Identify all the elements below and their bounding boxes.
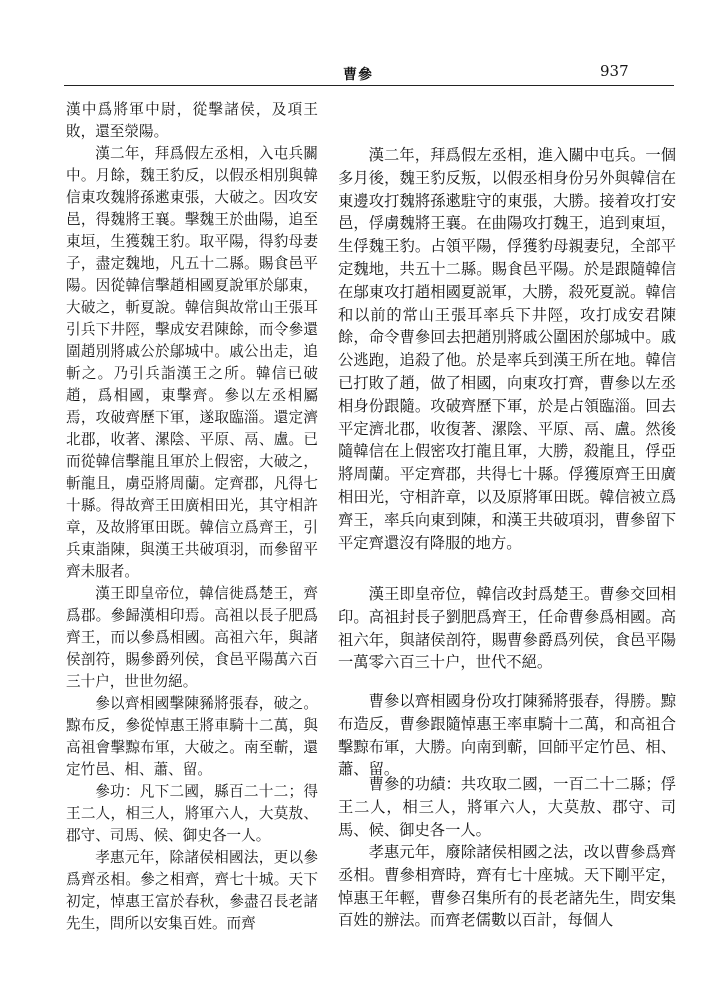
translation-paragraph-2: 漢王即皇帝位，韓信改封爲楚王。曹參交回相印。高祖封長子劉肥爲齊王，任命曹參爲相國。高祖六年，與諸侯剖符，賜曹參爵爲列侯，食邑平陽一萬零六百三十户，世代不絕。: [338, 585, 676, 672]
translation-paragraph-5: 孝惠元年，廢除諸侯相國之法，改以曹參爲齊丞相。曹參相齊時，齊有七十座城。天下剛平定，悼惠王年輕，曹參召集所有的長老諸先生，問安集百姓的辦法。而齊老儒數以百計，每個人: [338, 843, 676, 930]
original-paragraph: 孝惠元年，除諸侯相國法，更以參爲齊丞相。參之相齊，齊七十城。天下初定，悼惠王富於春秋，參盡召長老諸先生，問所以安集百姓。而齊: [66, 849, 318, 932]
translation-paragraph-3: 曹參以齊相國身份攻打陳豨將張春，得勝。黥布造反，曹參跟隨悼惠王率車騎十二萬，和高祖合擊黥布軍，大勝。向南到蘄，回師平定竹邑、相、蕭、留。: [338, 692, 676, 779]
original-text-column: [66, 99, 318, 935]
header-rule: [64, 85, 674, 86]
running-header-title: 曹參: [343, 67, 373, 83]
page-number: 937: [600, 62, 629, 80]
original-paragraph: 漢王即皇帝位，韓信徙爲楚王，齊爲郡。參歸漢相印焉。高祖以長子肥爲齊王，而以參爲相國。高祖六年，與諸侯剖符，賜參爵列侯，食邑平陽萬六百三十户，世世勿絕。: [66, 585, 318, 690]
translation-paragraph-4: 曹參的功績：共攻取二國，一百二十二縣；俘王二人，相三人，將軍六人，大莫敖、郡守、司馬、候、御史各一人。: [338, 775, 676, 839]
original-paragraph: 漢中爲將軍中尉，從擊諸侯，及項王敗，還至滎陽。: [66, 101, 318, 140]
original-paragraph: 漢二年，拜爲假左丞相，入屯兵關中。月餘，魏王豹反，以假丞相別與韓信東攻魏將孫遬東張，大破之。因攻安邑，得魏將王襄。擊魏王於曲陽，追至東垣，生獲魏王豹。取平陽，得豹母妻子，盡定魏地，凡五十二縣。賜食邑平陽。因從韓信擊趙相國夏說軍於鄔東，大破之，斬夏說。韓信與故常山王張耳引兵下井陘，擊成安君陳餘，而令參還圍趙別將戚公於鄔城中。戚公出走，追斬之。乃引兵詣漢王之所。韓信已破趙，爲相國，東擊齊。參以左丞相屬焉，攻破齊歷下軍，遂取臨淄。還定濟北郡，收著、漯陰、平原、鬲、盧。已而從韓信擊龍且軍於上假密，大破之，斬龍且，虜亞將周蘭。定齊郡，凡得七十縣。得故齊王田廣相田光，其守相許章，及故將軍田既。韓信立爲齊王，引兵東詣陳，與漢王共破項羽，而參留平齊未服者。: [66, 145, 318, 580]
original-paragraph: 參功：凡下二國，縣百二十二；得王二人，相三人，將軍六人，大莫敖、郡守、司馬、候、御史各一人。: [66, 783, 318, 844]
original-paragraph: 參以齊相國擊陳豨將張春，破之。黥布反，參從悼惠王將車騎十二萬，與高祖會擊黥布軍，大破之。南至蘄，還定竹邑、相、蕭、留。: [66, 695, 318, 778]
translation-paragraph-1: 漢二年，拜爲假左丞相，進入關中屯兵。一個多月後，魏王豹反叛，以假丞相身份另外與韓信在東邊攻打魏將孫遬駐守的東張，大勝。接着攻打安邑，俘虜魏將王襄。在曲陽攻打魏王，追到東垣，生俘魏王豹。占領平陽，俘獲豹母親妻兒，全部平定魏地，共五十二縣。賜食邑平陽。於是跟隨韓信在鄔東攻打趙相國夏説軍，大勝，殺死夏説。韓信和以前的常山王張耳率兵下井陘，攻打成安君陳餘，命令曹參回去把趙別將戚公圍困於鄔城中。戚公逃跑，追殺了他。於是率兵到漢王所在地。韓信已打敗了趙，做了相國，向東攻打齊，曹參以左丞相身份跟隨。攻破齊歷下軍，於是占領臨淄。回去平定濟北郡，收復著、漯陰、平原、鬲、盧。然後隨韓信在上假密攻打龍且軍，大勝，殺龍且，俘亞將周蘭。平定齊郡，共得七十縣。俘獲原齊王田廣相田光，守相許章，以及原將軍田既。韓信被立爲齊王，率兵向東到陳，和漢王共破項羽，曹參留下平定齊還沒有降服的地方。: [338, 146, 676, 552]
